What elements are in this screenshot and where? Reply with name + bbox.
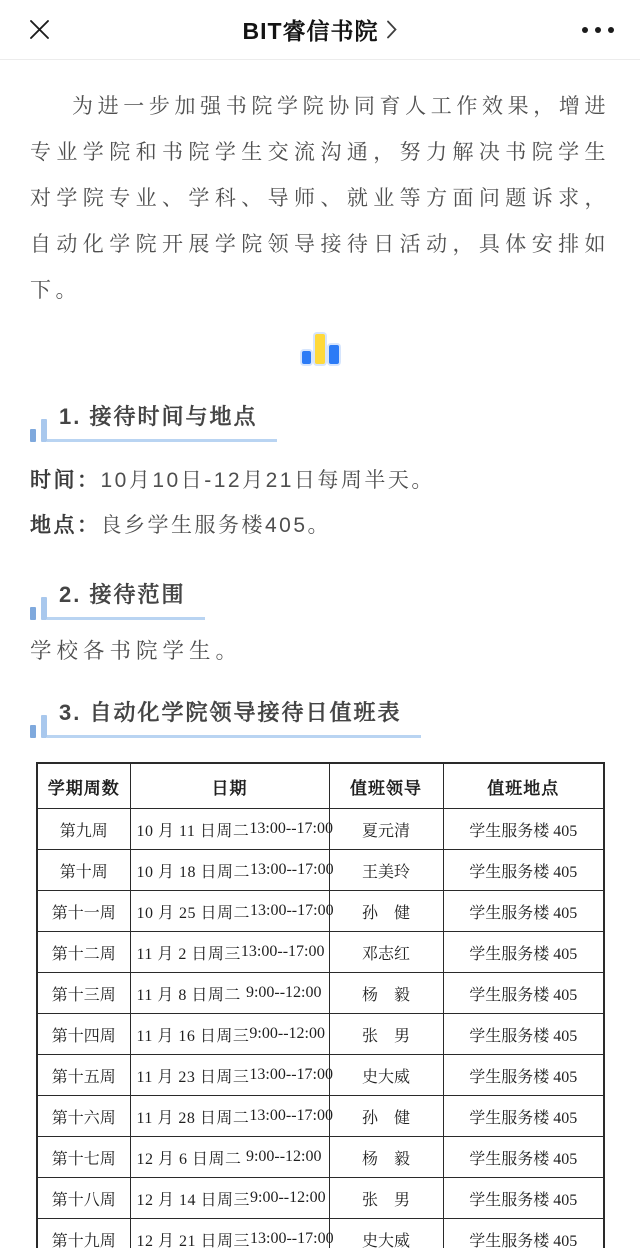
date-text: 12 月 14 日周三 — [136, 1191, 251, 1209]
table-row — [37, 809, 604, 850]
section-title: 1. 接待时间与地点 — [47, 404, 277, 442]
cell-week: 第十八周 — [37, 1178, 130, 1219]
place-label: 地点： — [30, 514, 101, 537]
heading-accent-bar-icon — [30, 725, 36, 738]
cell-week: 第十一周 — [37, 891, 130, 932]
header-leader: 值班领导 — [329, 763, 443, 809]
cell-leader: 杨 毅 — [329, 973, 443, 1014]
cell-week: 第十四周 — [37, 1014, 130, 1055]
chart-bar-yellow-tall — [315, 334, 325, 364]
cell-location: 学生服务楼 405 — [443, 850, 604, 891]
header-date: 日期 — [130, 763, 329, 809]
intro-paragraph: 为进一步加强书院学院协同育人工作效果，增进专业学院和书院学生交流沟通，努力解决书院学生对学院专业、学科、导师、就业等方面问题诉求，自动化学院开展学院领导接待日活动，具体安排如下。 — [30, 95, 610, 302]
bar-chart-icon — [0, 332, 640, 364]
cell-location: 学生服务楼 405 — [443, 973, 604, 1014]
time-text: 13:00--17:00 — [250, 902, 334, 919]
time-text: 13:00--17:00 — [249, 1107, 333, 1124]
account-title[interactable] — [242, 13, 397, 46]
date-text: 12 月 21 日周三 — [136, 1232, 251, 1248]
cell-leader: 史大威 — [329, 1219, 443, 1248]
cell-location: 学生服务楼 405 — [443, 1055, 604, 1096]
cell-week: 第十三周 — [37, 973, 130, 1014]
cell-date — [130, 1055, 333, 1096]
time-text: 13:00--17:00 — [250, 1230, 334, 1247]
cell-leader: 张 男 — [329, 1014, 443, 1055]
cell-leader: 邓志红 — [329, 932, 443, 973]
cell-leader: 孙 健 — [329, 891, 443, 932]
table-row — [37, 1137, 604, 1178]
cell-week: 第十九周 — [37, 1219, 130, 1248]
cell-location: 学生服务楼 405 — [443, 1014, 604, 1055]
table-row — [37, 891, 604, 932]
table-row — [37, 1219, 604, 1248]
place-line — [30, 503, 610, 548]
date-text: 11 月 2 日周三 — [136, 945, 241, 963]
cell-week: 第十六周 — [37, 1096, 130, 1137]
date-text: 10 月 18 日周二 — [136, 863, 251, 881]
cell-week: 第十周 — [37, 850, 130, 891]
cell-leader: 王美玲 — [329, 850, 443, 891]
cell-week: 第九周 — [37, 809, 130, 850]
cell-location: 学生服务楼 405 — [443, 1137, 604, 1178]
table-row — [37, 973, 604, 1014]
date-text: 11 月 8 日周二 — [136, 986, 241, 1004]
section-heading-1 — [30, 404, 640, 442]
cell-date — [130, 1178, 329, 1219]
cell-leader: 杨 毅 — [329, 1137, 443, 1178]
chart-bar-blue-medium — [329, 345, 339, 364]
date-text: 10 月 25 日周二 — [136, 904, 251, 922]
heading-accent-bar-icon — [30, 429, 36, 442]
time-label: 时间： — [30, 469, 101, 492]
cell-date — [130, 932, 329, 973]
cell-week: 第十二周 — [37, 932, 130, 973]
header-location: 值班地点 — [443, 763, 604, 809]
place-value: 良乡学生服务楼405。 — [100, 514, 332, 537]
cell-date — [130, 1014, 329, 1055]
time-text: 13:00--17:00 — [249, 820, 333, 837]
cell-date — [130, 850, 334, 891]
cell-location: 学生服务楼 405 — [443, 809, 604, 850]
cell-date — [130, 809, 333, 850]
scope-text: 学校各书院学生。 — [30, 639, 243, 663]
cell-date — [130, 1096, 333, 1137]
cell-location: 学生服务楼 405 — [443, 1219, 604, 1248]
table-row — [37, 932, 604, 973]
cell-leader: 孙 健 — [329, 1096, 443, 1137]
cell-location: 学生服务楼 405 — [443, 932, 604, 973]
cell-location: 学生服务楼 405 — [443, 1096, 604, 1137]
time-text: 9:00--12:00 — [250, 1189, 326, 1206]
time-text: 13:00--17:00 — [249, 1066, 333, 1083]
date-text: 11 月 16 日周三 — [136, 1027, 250, 1045]
time-line — [30, 458, 610, 503]
close-icon[interactable] — [26, 17, 52, 43]
cell-leader: 张 男 — [329, 1178, 443, 1219]
section-title: 3. 自动化学院领导接待日值班表 — [47, 700, 421, 738]
cell-date — [130, 1219, 334, 1248]
date-text: 11 月 23 日周三 — [136, 1068, 250, 1086]
account-name: BIT睿信书院 — [242, 18, 379, 44]
table-row — [37, 1096, 604, 1137]
cell-location: 学生服务楼 405 — [443, 891, 604, 932]
time-text: 9:00--12:00 — [245, 984, 322, 1001]
duty-schedule-table — [36, 762, 605, 1248]
date-text: 12 月 6 日周二 — [136, 1150, 242, 1168]
cell-week: 第十七周 — [37, 1137, 130, 1178]
section-heading-3 — [30, 700, 640, 738]
cell-date — [130, 891, 334, 932]
reception-info — [30, 458, 610, 548]
cell-date — [130, 1137, 329, 1178]
time-value: 10月10日-12月21日每周半天。 — [100, 469, 435, 492]
table-row — [37, 850, 604, 891]
cell-leader: 史大威 — [329, 1055, 443, 1096]
time-text: 9:00--12:00 — [245, 1148, 322, 1165]
top-bar — [0, 0, 640, 60]
cell-date — [130, 973, 329, 1014]
table-header-row — [37, 763, 604, 809]
table-row — [37, 1178, 604, 1219]
cell-location: 学生服务楼 405 — [443, 1178, 604, 1219]
schedule-table-body — [37, 809, 604, 1248]
section-title: 2. 接待范围 — [47, 582, 205, 620]
chevron-right-icon — [387, 20, 398, 39]
heading-accent-bar-icon — [30, 607, 36, 620]
section-heading-2 — [30, 582, 640, 620]
table-row — [37, 1014, 604, 1055]
date-text: 11 月 28 日周二 — [136, 1109, 250, 1127]
cell-week: 第十五周 — [37, 1055, 130, 1096]
time-text: 13:00--17:00 — [240, 943, 325, 960]
table-row — [37, 1055, 604, 1096]
more-menu-icon[interactable] — [582, 21, 614, 39]
chart-bar-blue-short — [302, 351, 311, 364]
time-text: 13:00--17:00 — [250, 861, 334, 878]
time-text: 9:00--12:00 — [249, 1025, 325, 1042]
date-text: 10 月 11 日周二 — [136, 822, 250, 840]
cell-leader: 夏元清 — [329, 809, 443, 850]
header-week: 学期周数 — [37, 763, 130, 809]
